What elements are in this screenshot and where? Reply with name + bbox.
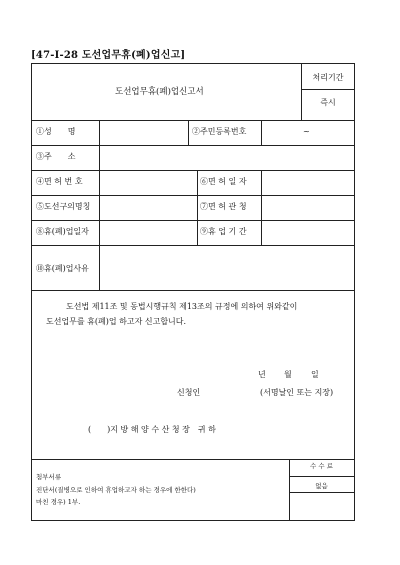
resident-no-separator: ~	[303, 127, 310, 136]
signature-note: (서명날인 또는 지장)	[260, 388, 334, 397]
col-line	[301, 64, 302, 120]
name-label: ①성 명	[36, 127, 76, 136]
date-year: 년	[258, 370, 266, 379]
col-line	[99, 120, 100, 290]
row-line	[32, 220, 354, 221]
row-line	[32, 290, 354, 291]
suspend-period-label: ⑨휴 업 기 간	[200, 227, 247, 236]
license-date-label: ⑥면 허 일 자	[200, 177, 247, 186]
processing-divider	[301, 89, 355, 90]
addressee: ( )지 방 해 양 수 산 청 장 귀 하	[88, 425, 216, 434]
date-day: 일	[311, 370, 319, 379]
col-line	[261, 120, 262, 145]
fee-divider	[289, 476, 354, 477]
fee-label: 수 수 료	[310, 462, 333, 470]
row-line	[32, 170, 354, 171]
attachments-line-2: 마친 경우) 1부.	[36, 498, 81, 506]
attachments-line-1: 진단서(질병으로 인하여 휴업하고자 하는 경우에 한한다)	[36, 486, 196, 494]
fee-value: 없음	[315, 482, 328, 490]
address-label: ③주 소	[36, 152, 76, 161]
form-header: [47-I-28 도선업무휴(폐)업신고]	[31, 50, 186, 61]
processing-label: 처리기간	[312, 73, 344, 82]
attachments-title: 첨부서류	[36, 473, 62, 481]
row-line	[32, 145, 354, 146]
row-line	[32, 195, 354, 196]
report-form	[31, 63, 355, 521]
license-office-label: ⑦면 허 관 청	[200, 202, 247, 211]
statement-line-2: 도선업무를 휴(폐)업 하고자 신고합니다.	[46, 317, 187, 326]
col-line	[261, 170, 262, 245]
fee-divider	[289, 492, 354, 493]
col-line	[188, 120, 189, 145]
row-line	[32, 459, 354, 460]
suspend-date-label: ⑧휴(폐)업일자	[36, 227, 89, 236]
reason-label: ⑩휴(폐)업사유	[36, 264, 89, 273]
col-line	[197, 170, 198, 245]
row-line	[32, 120, 354, 121]
form-title: 도선업무휴(폐)업신고서	[115, 87, 204, 97]
processing-value: 즉시	[320, 98, 336, 107]
pilotage-area-label: ⑤도선구의명칭	[36, 202, 91, 211]
applicant-label: 신청인	[177, 388, 201, 397]
row-line	[32, 245, 354, 246]
license-no-label: ④면 허 번 호	[36, 177, 83, 186]
statement-line-1: 도선법 제11조 및 동법시행규칙 제13조의 규정에 의하여 위와같이	[66, 302, 298, 311]
date-month: 월	[284, 370, 292, 379]
resident-no-label: ②주민등록번호	[192, 127, 247, 136]
